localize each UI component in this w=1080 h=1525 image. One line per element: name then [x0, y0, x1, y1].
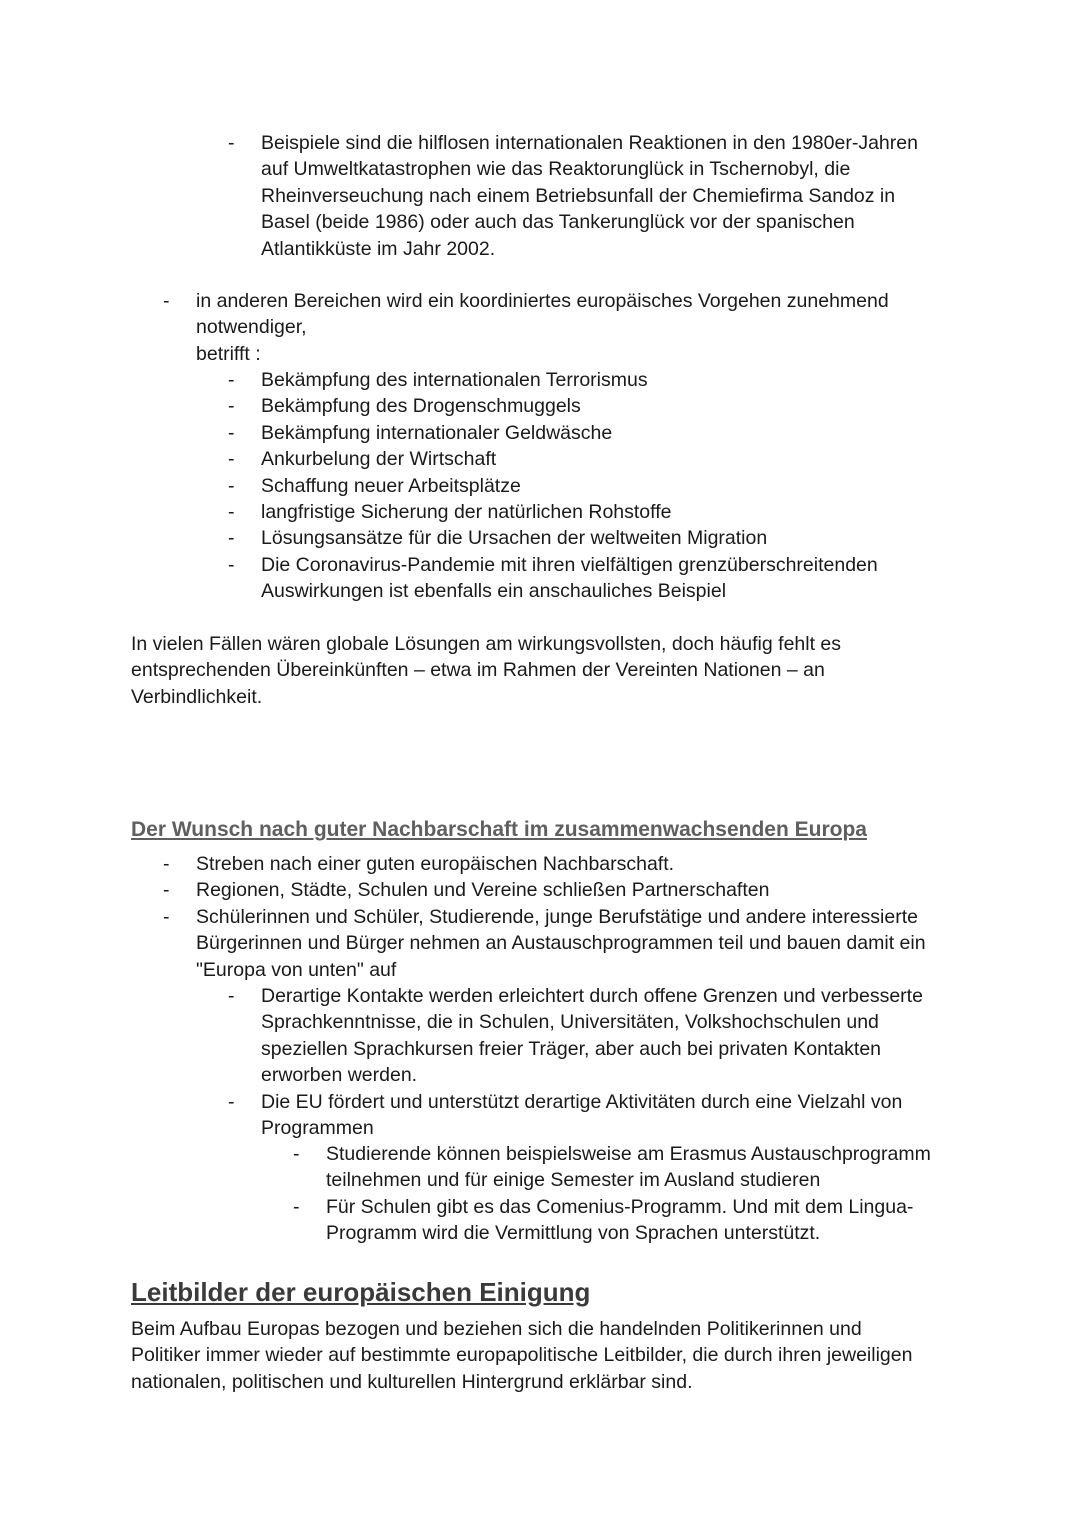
section-heading-neighbourhood: Der Wunsch nach guter Nachbarschaft im zusammenwachsenden Europa [131, 818, 867, 841]
list-item-text: Für Schulen gibt es das Comenius-Programm. Und mit dem Lingua-Programm wird die Vermittlung von Sprachen unterstützt. [326, 1195, 914, 1245]
section-heading-leitbilder: Leitbilder der europäischen Einigung [131, 1277, 591, 1307]
list-item-text: Schülerinnen und Schüler, Studierende, junge Berufstätige und andere interessierte Bürgerinnen und Bürger nehmen an Austauschprogrammen teil und bauen damit ein "Europa von unten" auf [196, 905, 926, 981]
bullet-dash: - [163, 290, 170, 312]
bullet-dash: - [163, 879, 170, 902]
list-item-text: Studierende können beispielsweise am Erasmus Austauschprogramm teilnehmen und für einige Semester im Ausland studieren [326, 1143, 931, 1192]
paragraph-leitbilder: Beim Aufbau Europas bezogen und beziehen sich die handelnden Politikerinnen und Politiker immer wieder auf bestimmte europapolitische Leitbilder, die durch ihren jeweiligen nationalen, politischen und kulturellen Hintergrund erklärbar sind. [131, 1318, 913, 1393]
list-item [228, 499, 921, 525]
bullet-dash: - [228, 395, 235, 418]
list-item-text: Derartige Kontakte werden erleichtert durch offene Grenzen und verbesserte Sprachkenntnisse, die in Schulen, Universitäten, Volkshochschulen und speziellen Sprachkursen freier Träger, aber auch bei privaten Kontakten erworben werden. [261, 985, 923, 1087]
list-item [163, 288, 936, 367]
bullet-dash: - [228, 132, 235, 154]
list-item [228, 473, 921, 499]
list-item-text: Ankurbelung der Wirtschaft [261, 448, 497, 471]
list-item-text: Die Coronavirus-Pandemie mit ihren vielfältigen grenzüberschreitenden Auswirkungen ist ebenfalls ein anschauliches Beispiel [261, 553, 878, 603]
bullet-dash: - [228, 553, 235, 576]
programme-sublist [293, 1141, 951, 1247]
list-item-text: Bekämpfung des internationalen Terrorismus [261, 369, 648, 391]
list-item [293, 1141, 951, 1194]
list-item [163, 877, 948, 903]
list-item [228, 393, 921, 419]
list-item [228, 130, 941, 262]
list-item [228, 552, 921, 605]
list-item-text: Regionen, Städte, Schulen und Vereine schließen Partnerschaften [196, 879, 770, 902]
examples-block [228, 130, 941, 262]
list-item-text: Streben nach einer guten europäischen Nachbarschaft. [196, 853, 675, 875]
list-item [163, 851, 948, 877]
bullet-dash: - [293, 1195, 300, 1218]
bullet-dash: - [293, 1143, 300, 1165]
bullet-dash: - [228, 474, 235, 497]
bullet-dash: - [228, 421, 235, 444]
list-item-text: Lösungsansätze für die Ursachen der weltweiten Migration [261, 527, 768, 550]
bullet-dash: - [228, 369, 235, 391]
list-item-text: Bekämpfung internationaler Geldwäsche [261, 421, 613, 444]
list-item-text: in anderen Bereichen wird ein koordiniertes europäisches Vorgehen zunehmend notwendiger, [196, 290, 889, 339]
list-item [228, 446, 921, 472]
bullet-dash: - [228, 448, 235, 471]
neighbourhood-list [163, 851, 948, 983]
list-item [228, 367, 921, 393]
list-item-text: Beispiele sind die hilflosen internationalen Reaktionen in den 1980er-Jahren auf Umweltkatastrophen wie das Reaktorunglück in Tschernobyl, die Rheinverseuchung nach einem Betriebsunfall der Chemiefirma Sandoz in Basel (beide 1986) oder auch das Tankerunglück vor der spanischen Atlantikküste im Jahr 2002. [261, 132, 918, 260]
list-item [228, 420, 921, 446]
list-item-text: Schaffung neuer Arbeitsplätze [261, 474, 521, 497]
neighbourhood-sublist [228, 983, 943, 1141]
bullet-dash: - [228, 1090, 235, 1113]
list-item [228, 983, 943, 1089]
list-item [163, 904, 948, 983]
list-item [228, 1089, 943, 1142]
bullet-dash: - [228, 985, 235, 1007]
bullet-dash: - [228, 501, 235, 524]
bullet-dash: - [228, 527, 235, 550]
list-item [293, 1194, 951, 1247]
paragraph-global-solutions: In vielen Fällen wären globale Lösungen am wirkungsvollsten, doch häufig fehlt es entsprechenden Übereinkünften – etwa im Rahmen der Vereinten Nationen – an Verbindlichkeit. [131, 633, 842, 708]
list-item [228, 525, 921, 551]
list-item-text: langfristige Sicherung der natürlichen Rohstoffe [261, 501, 672, 524]
coordination-sublist [228, 367, 921, 605]
list-item-text: Bekämpfung des Drogenschmuggels [261, 395, 581, 418]
coordination-block [163, 288, 936, 367]
list-item-text: betrifft : [196, 342, 261, 365]
bullet-dash: - [163, 853, 170, 875]
bullet-dash: - [163, 905, 170, 928]
list-item-text: Die EU fördert und unterstützt derartige Aktivitäten durch eine Vielzahl von Programmen [261, 1090, 903, 1140]
